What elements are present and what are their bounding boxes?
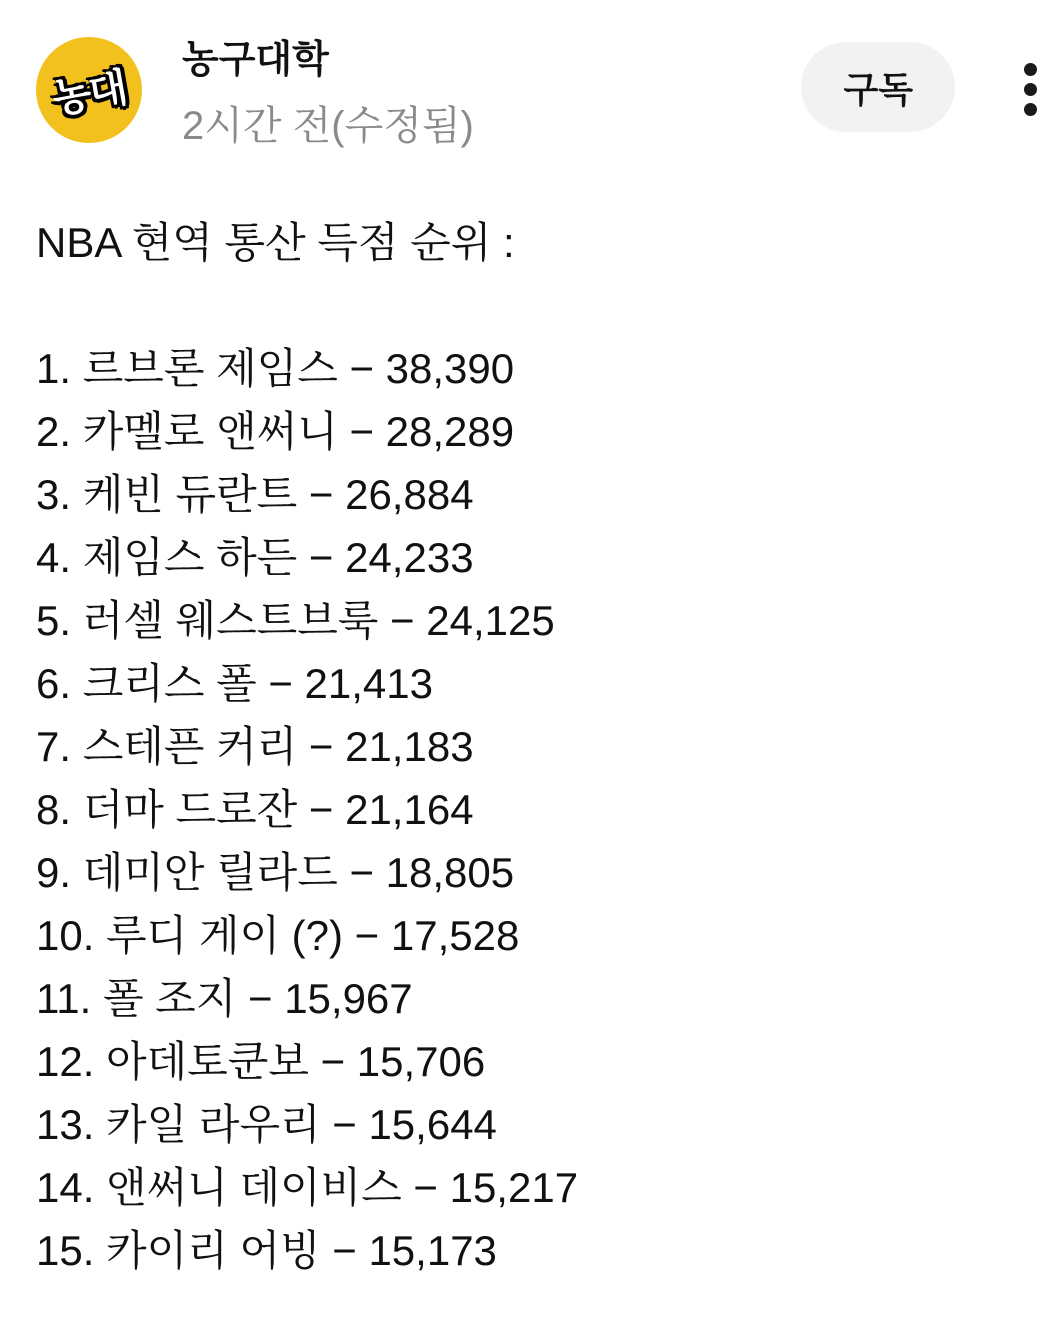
- post-header: [0, 0, 1047, 149]
- channel-avatar[interactable]: [36, 37, 142, 143]
- player-row: 10. 루디 게이 (?) − 17,528: [36, 912, 520, 959]
- kebab-dot: [1024, 63, 1037, 76]
- post-timestamp: 2시간 전(수정됨): [182, 104, 474, 148]
- subscribe-button[interactable]: 구독: [801, 42, 955, 132]
- player-row: 5. 러셀 웨스트브룩 − 24,125: [36, 597, 555, 644]
- player-row: 6. 크리스 폴 − 21,413: [36, 660, 433, 707]
- kebab-dot: [1024, 103, 1037, 116]
- channel-avatar-text: 농대: [49, 65, 130, 122]
- player-row: 2. 카멜로 앤써니 − 28,289: [36, 408, 515, 455]
- player-row: 11. 폴 조지 − 15,967: [36, 975, 413, 1022]
- channel-name[interactable]: 농구대학: [182, 39, 329, 81]
- player-row: 9. 데미안 릴라드 − 18,805: [36, 849, 515, 896]
- more-options-icon[interactable]: [1024, 63, 1037, 116]
- player-row: 7. 스테픈 커리 − 21,183: [36, 723, 474, 770]
- kebab-dot: [1024, 83, 1037, 96]
- player-row: 8. 더마 드로잔 − 21,164: [36, 786, 474, 833]
- player-row: 14. 앤써니 데이비스 − 15,217: [36, 1164, 579, 1211]
- player-row: 12. 아데토쿤보 − 15,706: [36, 1038, 486, 1085]
- player-row: 4. 제임스 하든 − 24,233: [36, 534, 474, 581]
- player-row: 15. 카이리 어빙 − 15,173: [36, 1227, 497, 1274]
- post-body: [0, 211, 1047, 1282]
- player-row: 1. 르브론 제임스 − 38,390: [36, 345, 515, 392]
- player-row: 13. 카일 라우리 − 15,644: [36, 1101, 497, 1148]
- blank-line: [36, 274, 1017, 337]
- player-list: [36, 337, 1017, 1282]
- channel-info: [182, 37, 801, 149]
- player-row: 3. 케빈 듀란트 − 26,884: [36, 471, 474, 518]
- post-title: NBA 현역 통산 득점 순위 :: [36, 219, 515, 266]
